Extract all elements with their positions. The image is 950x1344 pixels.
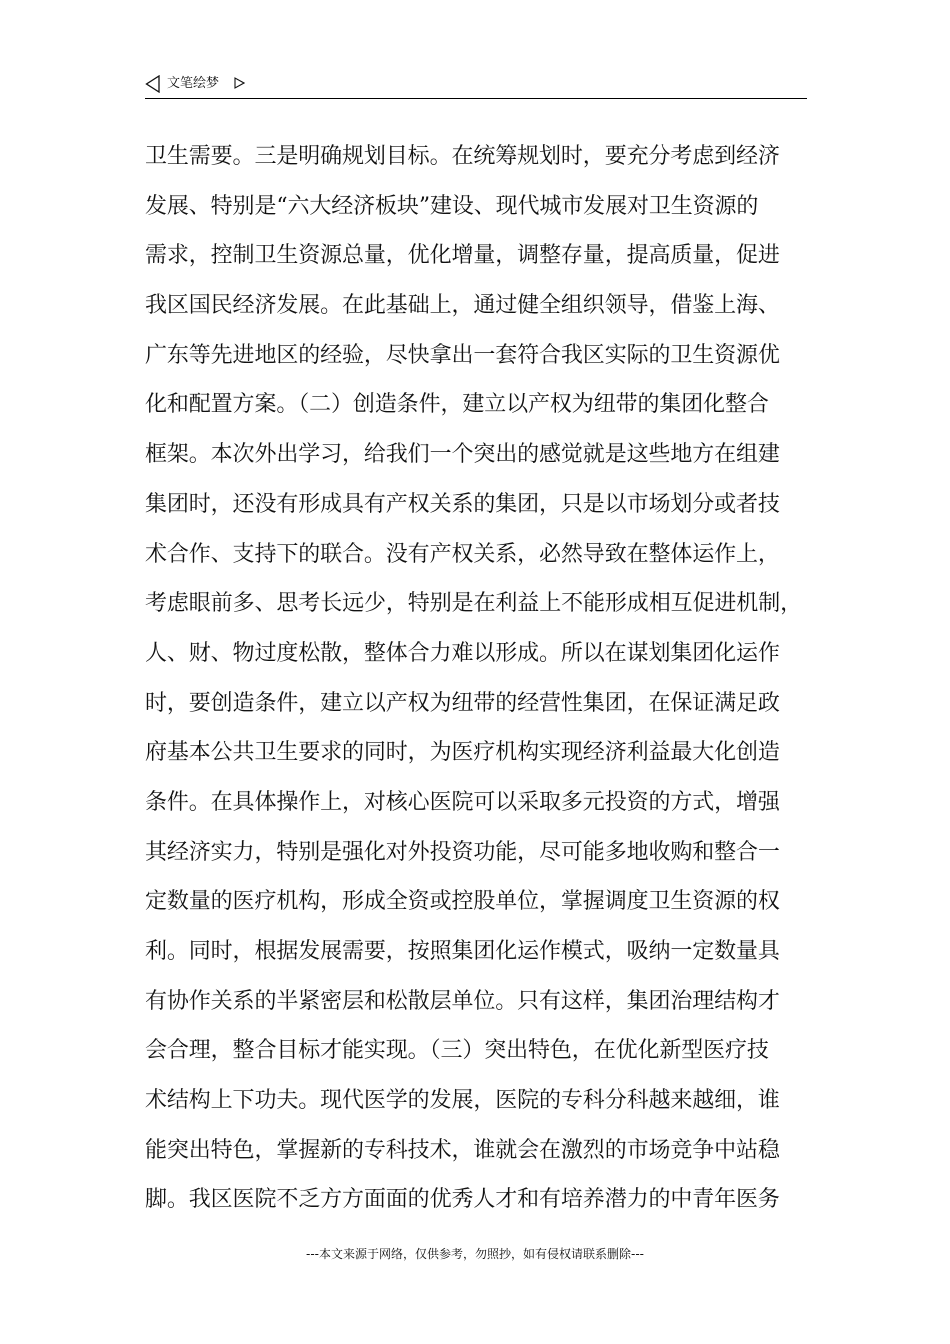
text-line: 利。同时，根据发展需要，按照集团化运作模式，吸纳一定数量具 (145, 939, 780, 964)
text-line: 集团时，还没有形成具有产权关系的集团，只是以市场划分或者技 (145, 491, 780, 517)
text-line: 考虑眼前多、思考长远少，特别是在利益上不能形成相互促进机制， (145, 591, 803, 617)
text-line: 我区国民经济发展。在此基础上，通过健全组织领导，借鉴上海、 (145, 293, 780, 319)
text-line: 府基本公共卫生要求的同时，为医疗机构实现经济利益最大化创造 (145, 740, 780, 766)
triangle-left-outline-icon (145, 75, 161, 93)
text-line: 脚。我区医院不乏方方面面的优秀人才和有培养潜力的中青年医务 (145, 1187, 780, 1213)
text-line: 卫生需要。三是明确规划目标。在统筹规划时，要充分考虑到经济 (145, 144, 780, 169)
text-line: 时，要创造条件，建立以产权为纽带的经营性集团，在保证满足政 (145, 690, 780, 716)
text-line: 广东等先进地区的经验，尽快拿出一套符合我区实际的卫生资源优 (145, 342, 780, 368)
text-line: 人、财、物过度松散，整体合力难以形成。所以在谋划集团化运作 (145, 640, 780, 666)
text-line: 框架。本次外出学习，给我们一个突出的感觉就是这些地方在组建 (145, 442, 780, 468)
text-line: 需求，控制卫生资源总量，优化增量，调整存量，提高质量，促进 (145, 243, 780, 269)
footer-disclaimer: ---本文来源于网络，仅供参考，勿照抄，如有侵权请联系删除--- (306, 1247, 644, 1261)
text-line: 其经济实力，特别是强化对外投资功能，尽可能多地收购和整合一 (145, 839, 780, 865)
text-line: 术合作、支持下的联合。没有产权关系，必然导致在整体运作上， (145, 541, 780, 567)
text-line: 能突出特色，掌握新的专科技术，谁就会在激烈的市场竞争中站稳 (145, 1137, 780, 1163)
text-line: 有协作关系的半紧密层和松散层单位。只有这样，集团治理结构才 (145, 988, 780, 1014)
header-title: 文笔绘梦 (167, 76, 220, 91)
text-line: 会合理，整合目标才能实现。（三）突出特色，在优化新型医疗技 (145, 1038, 769, 1064)
triangle-right-outline-icon (234, 77, 245, 89)
text-line: 发展、特别是“六大经济板块”建设、现代城市发展对卫生资源的 (145, 193, 759, 219)
text-line: 条件。在具体操作上，对核心医院可以采取多元投资的方式，增强 (145, 789, 780, 815)
text-line: 术结构上下功夫。现代医学的发展，医院的专科分科越来越细，谁 (145, 1088, 780, 1114)
text-line: 化和配置方案。（二）创造条件，建立以产权为纽带的集团化整合 (145, 392, 769, 418)
document-body (145, 132, 810, 1225)
text-line: 定数量的医疗机构，形成全资或控股单位，掌握调度卫生资源的权 (145, 889, 780, 915)
page-header (145, 74, 807, 99)
